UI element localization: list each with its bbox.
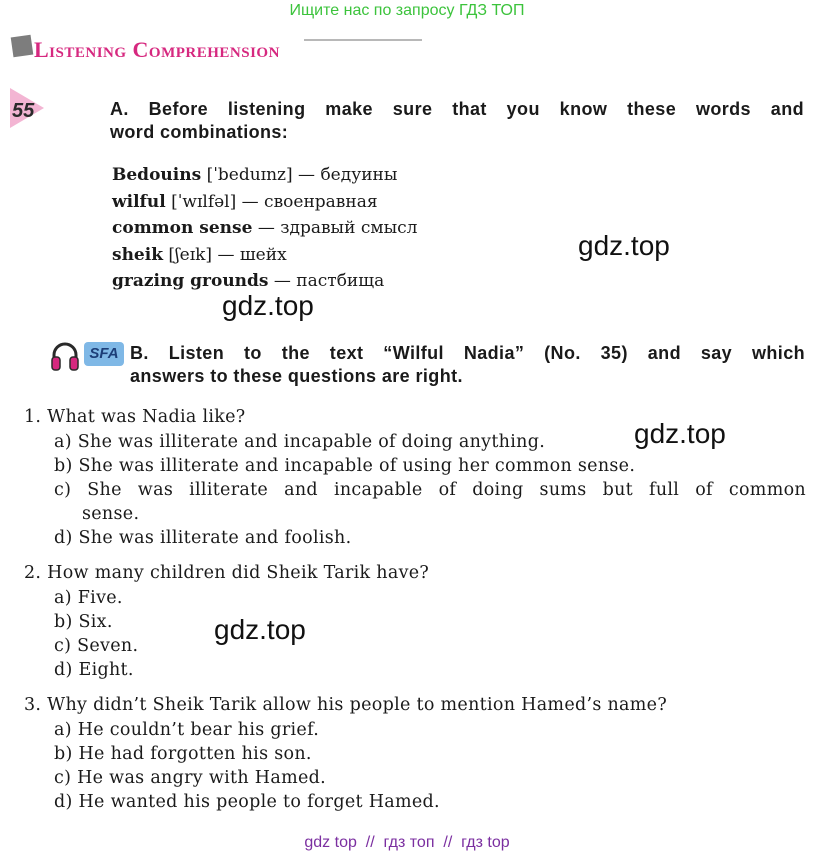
section-header-square [11,35,34,58]
section-header-rule [304,39,422,41]
vocab-word: wilful [112,191,166,212]
vocabulary-list [112,162,417,295]
vocab-item [112,215,417,242]
part-a-line-1: A. Before listening make sure that you know these words and [110,99,804,119]
part-b-line-2: answers to these questions are right. [130,366,463,386]
answer-option: b) She was illiterate and incapable of using her common sense. [54,456,636,476]
watermark: gdz.top [578,230,670,261]
question-text: 2. How many children did Sheik Tarik have? [24,563,430,583]
question [24,692,806,814]
vocab-translation: [ˈbeduɪnz] — бедуины [201,165,398,185]
answer-option: a) He couldn’t bear his grief. [54,720,320,740]
answer-option: b) He had forgotten his son. [54,744,312,764]
headphones-icon [50,340,80,372]
answer-option: b) Six. [54,612,113,632]
answer-option: c) She was illiterate and incapable of doing sums but full of common [54,480,806,500]
vocab-item [112,189,417,216]
vocab-item [112,162,417,189]
section-title: Listening Comprehension [34,37,280,62]
answer-option: d) He wanted his people to forget Hamed. [54,792,440,812]
question-text: 3. Why didn’t Sheik Tarik allow his people to mention Hamed’s name? [24,695,668,715]
part-a-line-2: word combinations: [110,122,289,142]
watermark: gdz.top [222,290,314,321]
vocab-word: grazing grounds [112,271,269,291]
answer-option-continuation: sense. [82,504,140,524]
answer-option: c) Seven. [54,636,139,656]
vocab-word: common sense [112,218,253,238]
vocab-word: sheik [112,244,163,265]
vocab-translation: [ʃeɪk] — шейх [162,244,287,265]
answer-option: a) She was illiterate and incapable of doing anything. [54,432,546,452]
vocab-translation: — пастбища [268,271,385,291]
answer-options [24,718,806,814]
top-banner: Ищите нас по запросу ГДЗ ТОП [289,2,525,19]
exercise-number: 55 [12,100,35,122]
question [24,560,806,682]
answer-option: a) Five. [54,588,123,608]
footer-links: gdz top // гдз топ // гдз top [304,834,510,851]
answer-option: c) He was angry with Hamed. [54,768,327,788]
part-b-instructions [130,342,805,388]
sfa-icon: SFA [84,342,124,366]
answer-option: d) Eight. [54,660,134,680]
questions-list [24,404,806,814]
question [24,404,806,550]
part-a-instructions [110,98,804,144]
watermark: gdz.top [634,418,726,449]
question-text: 1. What was Nadia like? [24,407,246,427]
vocab-word: Bedouins [112,165,202,185]
watermark: gdz.top [214,614,306,645]
vocab-translation: [ˈwɪlfəl] — своенравная [165,191,378,212]
answer-option: d) She was illiterate and foolish. [54,528,352,548]
answer-options [24,430,806,550]
vocab-translation: — здравый смысл [252,218,418,238]
vocab-item [112,242,417,269]
answer-options [24,586,806,682]
part-b-line-1: B. Listen to the text “Wilful Nadia” (No. 35) and say which [130,343,805,363]
